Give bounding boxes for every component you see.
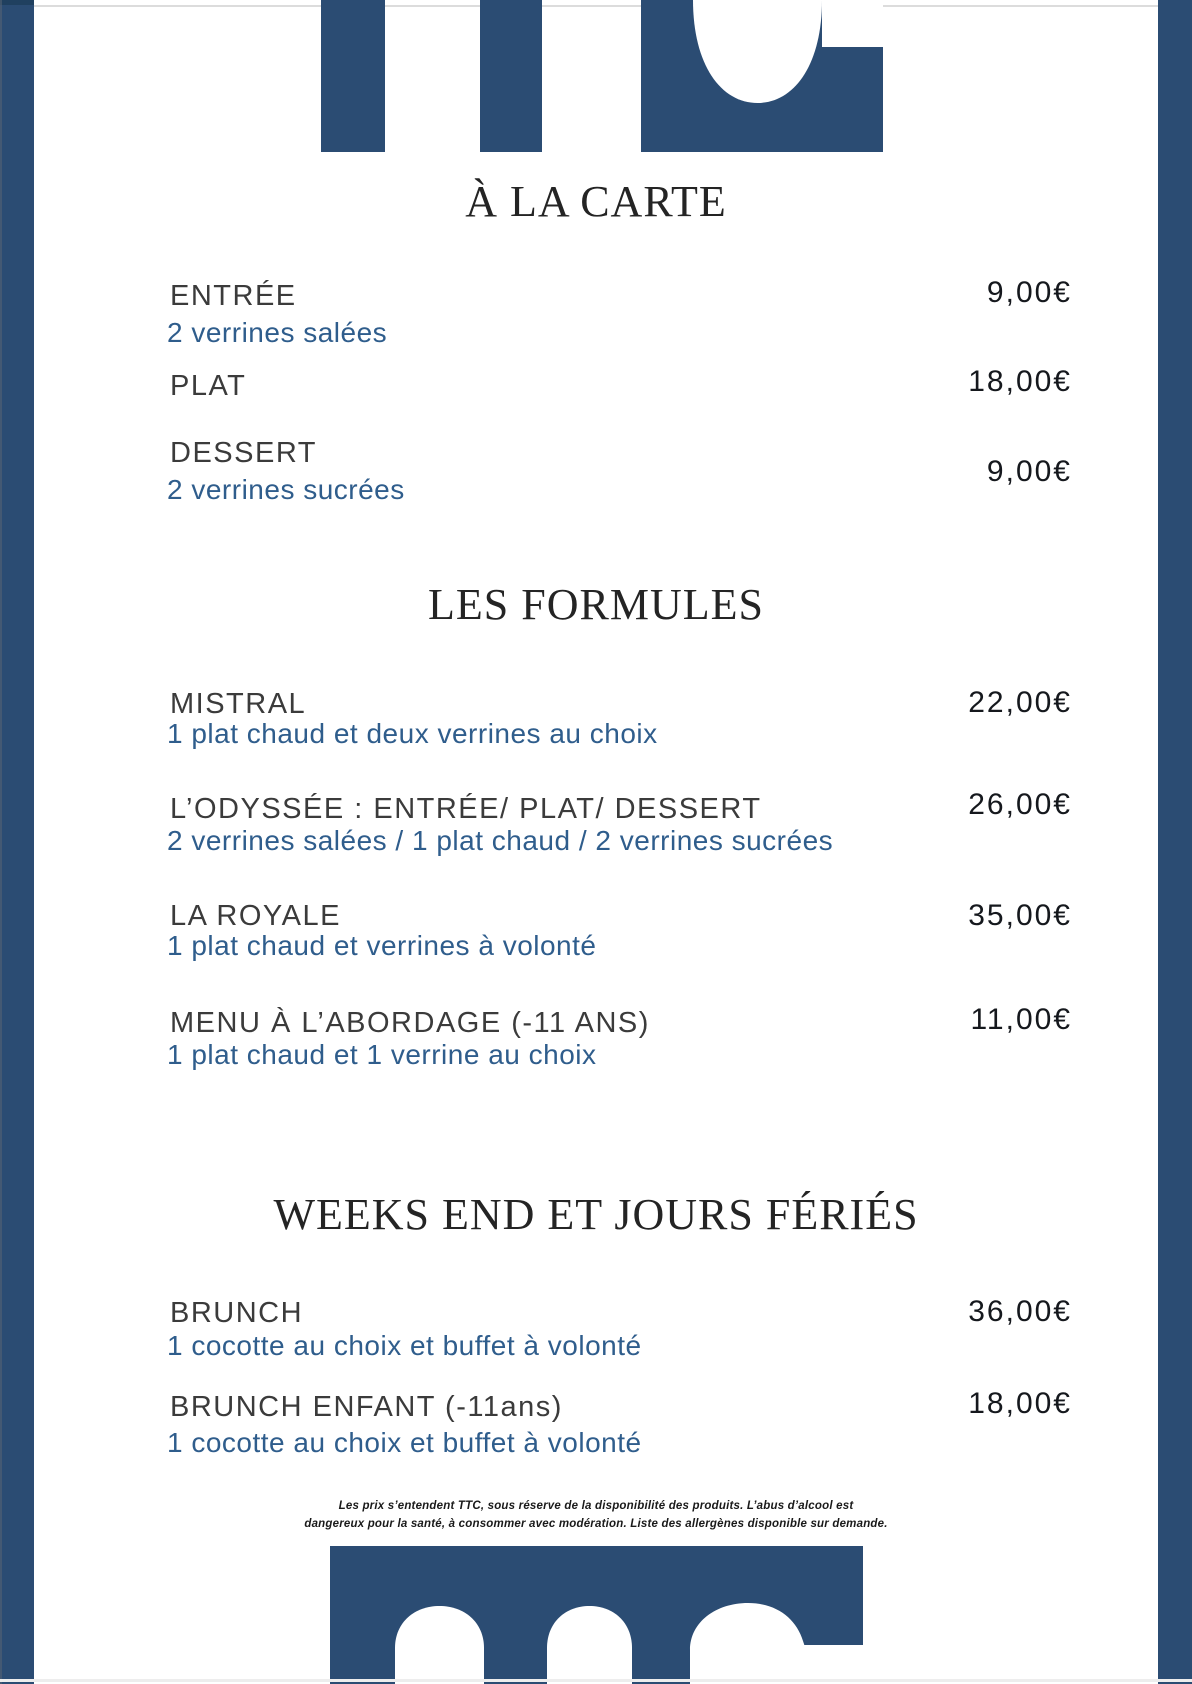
ttc-logo-bottom [330,1546,868,1684]
item-name: DESSERT [170,437,317,469]
item-name: PLAT [170,370,247,402]
item-name: MISTRAL [170,688,307,720]
item-desc: 2 verrines sucrées [167,474,405,505]
item-name: MENU À L’ABORDAGE (-11 ANS) [170,1007,650,1039]
item-price: 9,00€ [986,276,1072,309]
ttc-logo-top [321,0,883,152]
item-desc: 1 plat chaud et 1 verrine au choix [167,1039,597,1070]
item-desc: 1 plat chaud et verrines à volonté [167,930,597,961]
footer-disclaimer-line1: Les prix s’entendent TTC, sous réserve de la disponibilité des produits. L’abus d’alcool est [338,1500,854,1512]
item-desc: 2 verrines salées / 1 plat chaud / 2 verrines sucrées [167,825,834,856]
item-price: 36,00€ [968,1295,1072,1328]
item-price: 11,00€ [970,1003,1072,1036]
item-desc: 1 plat chaud et deux verrines au choix [167,718,658,749]
item-name: BRUNCH ENFANT (-11ans) [170,1391,563,1423]
item-price: 35,00€ [968,899,1072,932]
right-border-bar [1158,0,1192,1684]
item-name: ENTRÉE [170,280,297,312]
footer-disclaimer [34,1497,1158,1533]
footer-disclaimer-line2: dangereux pour la santé, à consommer avec modération. Liste des allergènes disponible sur demande. [304,1518,888,1530]
section-title: LES FORMULES [428,580,764,629]
item-price: 18,00€ [968,365,1072,398]
item-price: 26,00€ [968,788,1072,821]
section-title: WEEKS END ET JOURS FÉRIÉS [273,1190,919,1239]
item-price: 9,00€ [986,455,1072,488]
item-desc: 1 cocotte au choix et buffet à volonté [167,1330,642,1361]
item-price: 22,00€ [968,686,1072,719]
item-desc: 1 cocotte au choix et buffet à volonté [167,1427,642,1458]
item-desc: 2 verrines salées [167,317,388,348]
item-name: L’ODYSSÉE : ENTRÉE/ PLAT/ DESSERT [170,793,762,825]
item-name: BRUNCH [170,1297,304,1329]
left-border-bar [0,0,34,1684]
page-bottom-edge [0,1679,1192,1682]
item-name: LA ROYALE [170,900,341,932]
section-title: À LA CARTE [465,177,727,226]
item-price: 18,00€ [968,1387,1072,1420]
